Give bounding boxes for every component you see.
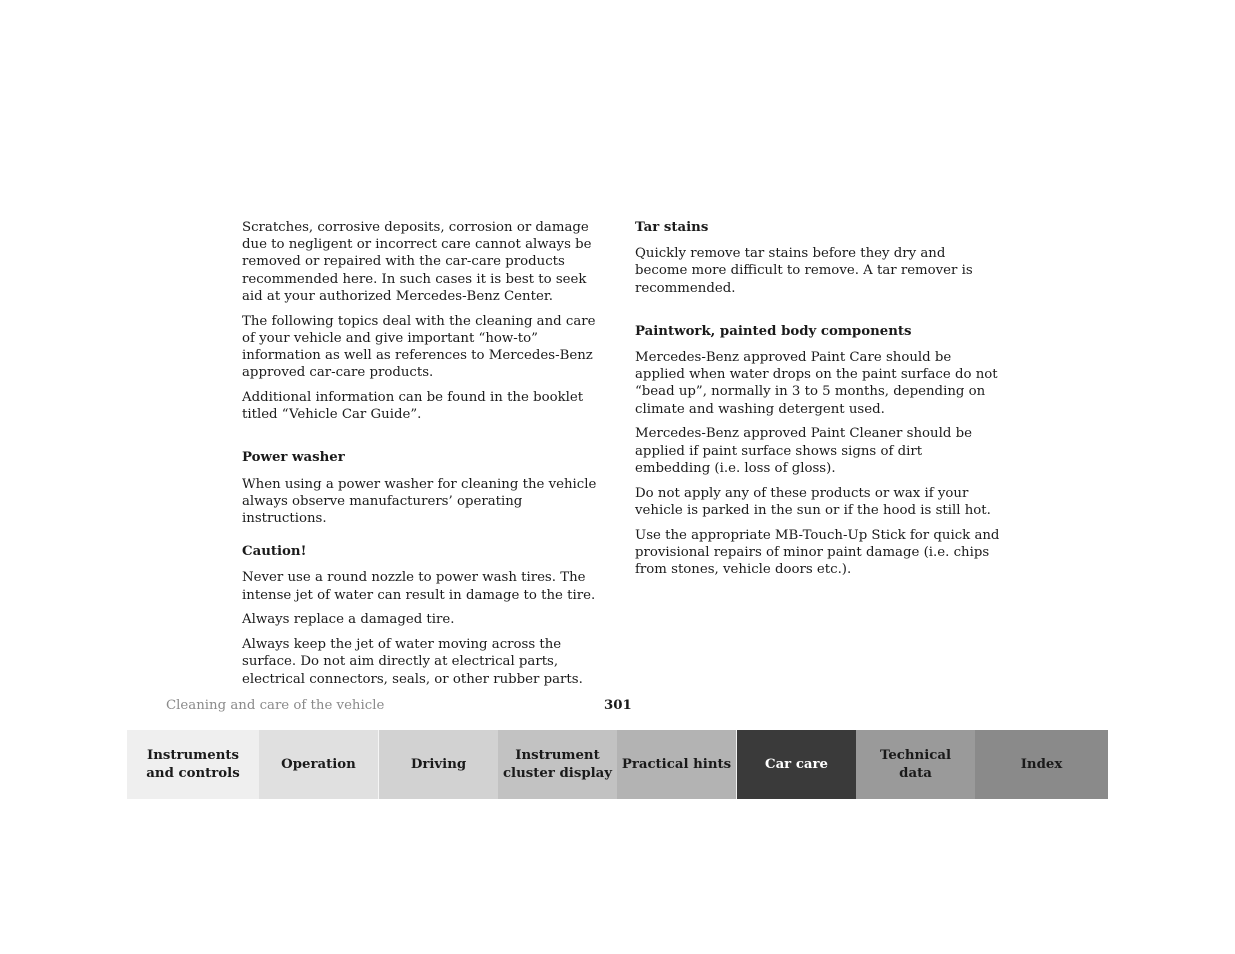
touch-up-paragraph: Use the appropriate MB-Touch-Up Stick for quick and provisional repairs of minor paint damage (i.e. chips from stones, vehicle doors etc.). xyxy=(635,527,1000,578)
intro-paragraph: Scratches, corrosive deposits, corrosion or damage due to negligent or incorrect care cannot always be removed or repaired with the car-care products recommended here. In such cases it is best to seek aid at your authorized Mercedes-Benz Center. xyxy=(242,220,592,304)
left-column xyxy=(242,219,607,695)
paint-cleaner-paragraph: Mercedes-Benz approved Paint Cleaner should be applied if paint surface shows signs of dirt embedding (i.e. loss of gloss). xyxy=(635,426,972,476)
right-column xyxy=(635,219,1000,586)
paintwork-heading: Paintwork, painted body components xyxy=(635,323,912,339)
tab-practical-hints[interactable]: Practical hints xyxy=(617,730,737,799)
chapter-nav-bar xyxy=(127,730,1108,799)
page-number: 301 xyxy=(604,698,632,713)
section-title: Cleaning and care of the vehicle xyxy=(166,698,385,713)
tab-instruments-and-controls[interactable]: Instruments and controls xyxy=(127,730,259,799)
tab-instrument-cluster-display[interactable]: Instrument cluster display xyxy=(498,730,617,799)
power-washer-heading: Power washer xyxy=(242,450,345,466)
tab-technical-data[interactable]: Technical data xyxy=(856,730,975,799)
caution-jet-paragraph: Always keep the jet of water moving across the surface. Do not aim directly at electrical parts, electrical connectors, seals, or other rubber parts. xyxy=(242,637,583,687)
power-washer-paragraph: When using a power washer for cleaning the vehicle always observe manufacturers’ operating instructions. xyxy=(242,476,597,527)
tar-stains-paragraph: Quickly remove tar stains before they dry and become more difficult to remove. A tar remover is recommended. xyxy=(635,246,973,296)
wax-warning-paragraph: Do not apply any of these products or wax if your vehicle is parked in the sun or if the hood is still hot. xyxy=(635,485,991,518)
tab-car-care[interactable]: Car care xyxy=(737,730,856,799)
tar-stains-heading: Tar stains xyxy=(635,220,709,235)
caution-tire-paragraph: Always replace a damaged tire. xyxy=(242,612,455,628)
caution-nozzle-paragraph: Never use a round nozzle to power wash tires. The intense jet of water can result in damage to the tire. xyxy=(242,570,596,603)
topics-paragraph: The following topics deal with the cleaning and care of your vehicle and give important “how-to” information as well as references to Mercedes-Benz approved car-care products. xyxy=(242,313,596,381)
booklet-paragraph: Additional information can be found in the booklet titled “Vehicle Car Guide”. xyxy=(242,390,584,423)
tab-driving[interactable]: Driving xyxy=(379,730,498,799)
tab-index[interactable]: Index xyxy=(975,730,1108,799)
caution-heading: Caution! xyxy=(242,544,307,560)
paint-care-paragraph: Mercedes-Benz approved Paint Care should be applied when water drops on the paint surface do not “bead up”, normally in 3 to 5 months, depending on climate and washing detergent used. xyxy=(635,350,998,417)
tab-operation[interactable]: Operation xyxy=(259,730,379,799)
